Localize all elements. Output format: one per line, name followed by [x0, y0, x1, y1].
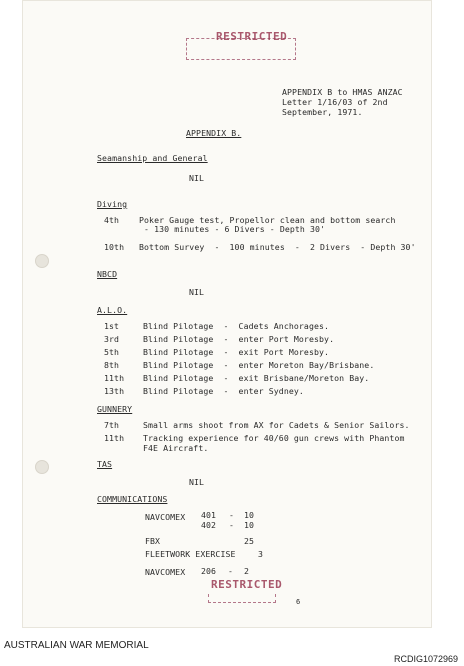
comm-code: 206: [201, 566, 217, 576]
entry-text: Blind Pilotage - enter Sydney.: [143, 386, 304, 396]
section-heading: A.L.O.: [97, 305, 128, 315]
entry-text: F4E Aircraft.: [143, 443, 209, 453]
comm-name: NAVCOMEX: [145, 512, 186, 522]
comm-count: 10: [244, 520, 255, 530]
comm-count: 3: [258, 549, 264, 559]
section-heading: TAS: [97, 459, 113, 469]
comm-dash: -: [229, 520, 235, 530]
day-label: 10th: [104, 242, 125, 252]
comm-code: 402: [201, 520, 217, 530]
comm-name: NAVCOMEX: [145, 567, 186, 577]
restricted-stamp-top: RESTRICTED: [216, 30, 288, 43]
comm-dash: -: [228, 566, 234, 576]
comm-name: FBX: [145, 536, 161, 546]
entry-text: - 130 minutes - 6 Divers - Depth 30': [139, 224, 326, 234]
day-label: 5th: [104, 347, 120, 357]
entry-text: Blind Pilotage - enter Port Moresby.: [143, 334, 335, 344]
nil-text: NIL: [189, 477, 205, 487]
section-heading: Diving: [97, 199, 128, 209]
section-heading: GUNNERY: [97, 404, 133, 414]
day-label: 7th: [104, 420, 120, 430]
header-line: September, 1971.: [282, 107, 363, 117]
comm-count: 2: [244, 566, 250, 576]
entry-text: Blind Pilotage - Cadets Anchorages.: [143, 321, 330, 331]
day-label: 1st: [104, 321, 120, 331]
comm-dash: -: [229, 510, 235, 520]
stamp-frame: [208, 594, 276, 603]
entry-text: Small arms shoot from AX for Cadets & Senior Sailors.: [143, 420, 410, 430]
nil-text: NIL: [189, 287, 205, 297]
page-title: APPENDIX B.: [186, 128, 242, 138]
entry-text: Blind Pilotage - exit Brisbane/Moreton Bay.: [143, 373, 370, 383]
entry-text: Blind Pilotage - enter Moreton Bay/Brisbane.: [143, 360, 375, 370]
section-heading: COMMUNICATIONS: [97, 494, 168, 504]
punch-hole: [35, 254, 49, 268]
comm-count: 25: [244, 536, 255, 546]
entry-text: Bottom Survey - 100 minutes - 2 Divers - Depth 30': [139, 242, 416, 252]
header-line: APPENDIX B to HMAS ANZAC: [282, 87, 403, 97]
day-label: 13th: [104, 386, 125, 396]
entry-text: Poker Gauge test, Propellor clean and bottom search: [139, 215, 396, 225]
entry-text: Blind Pilotage - exit Port Moresby.: [143, 347, 330, 357]
day-label: 8th: [104, 360, 120, 370]
comm-name: FLEETWORK EXERCISE: [145, 549, 236, 559]
comm-count: 10: [244, 510, 255, 520]
footer-credit: AUSTRALIAN WAR MEMORIAL: [4, 640, 149, 651]
day-label: 4th: [104, 215, 120, 225]
day-label: 3rd: [104, 334, 120, 344]
section-heading: NBCD: [97, 269, 118, 279]
restricted-stamp-bottom: RESTRICTED: [211, 578, 283, 591]
nil-text: NIL: [189, 173, 205, 183]
section-heading: Seamanship and General: [97, 153, 208, 163]
entry-text: Tracking experience for 40/60 gun crews with Phantom: [143, 433, 405, 443]
comm-code: 401: [201, 510, 217, 520]
header-line: Letter 1/16/03 of 2nd: [282, 97, 388, 107]
day-label: 11th: [104, 433, 125, 443]
footer-id: RCDIG1072969: [393, 654, 458, 664]
day-label: 11th: [104, 373, 125, 383]
page-mark: 6: [296, 598, 301, 606]
punch-hole: [35, 460, 49, 474]
